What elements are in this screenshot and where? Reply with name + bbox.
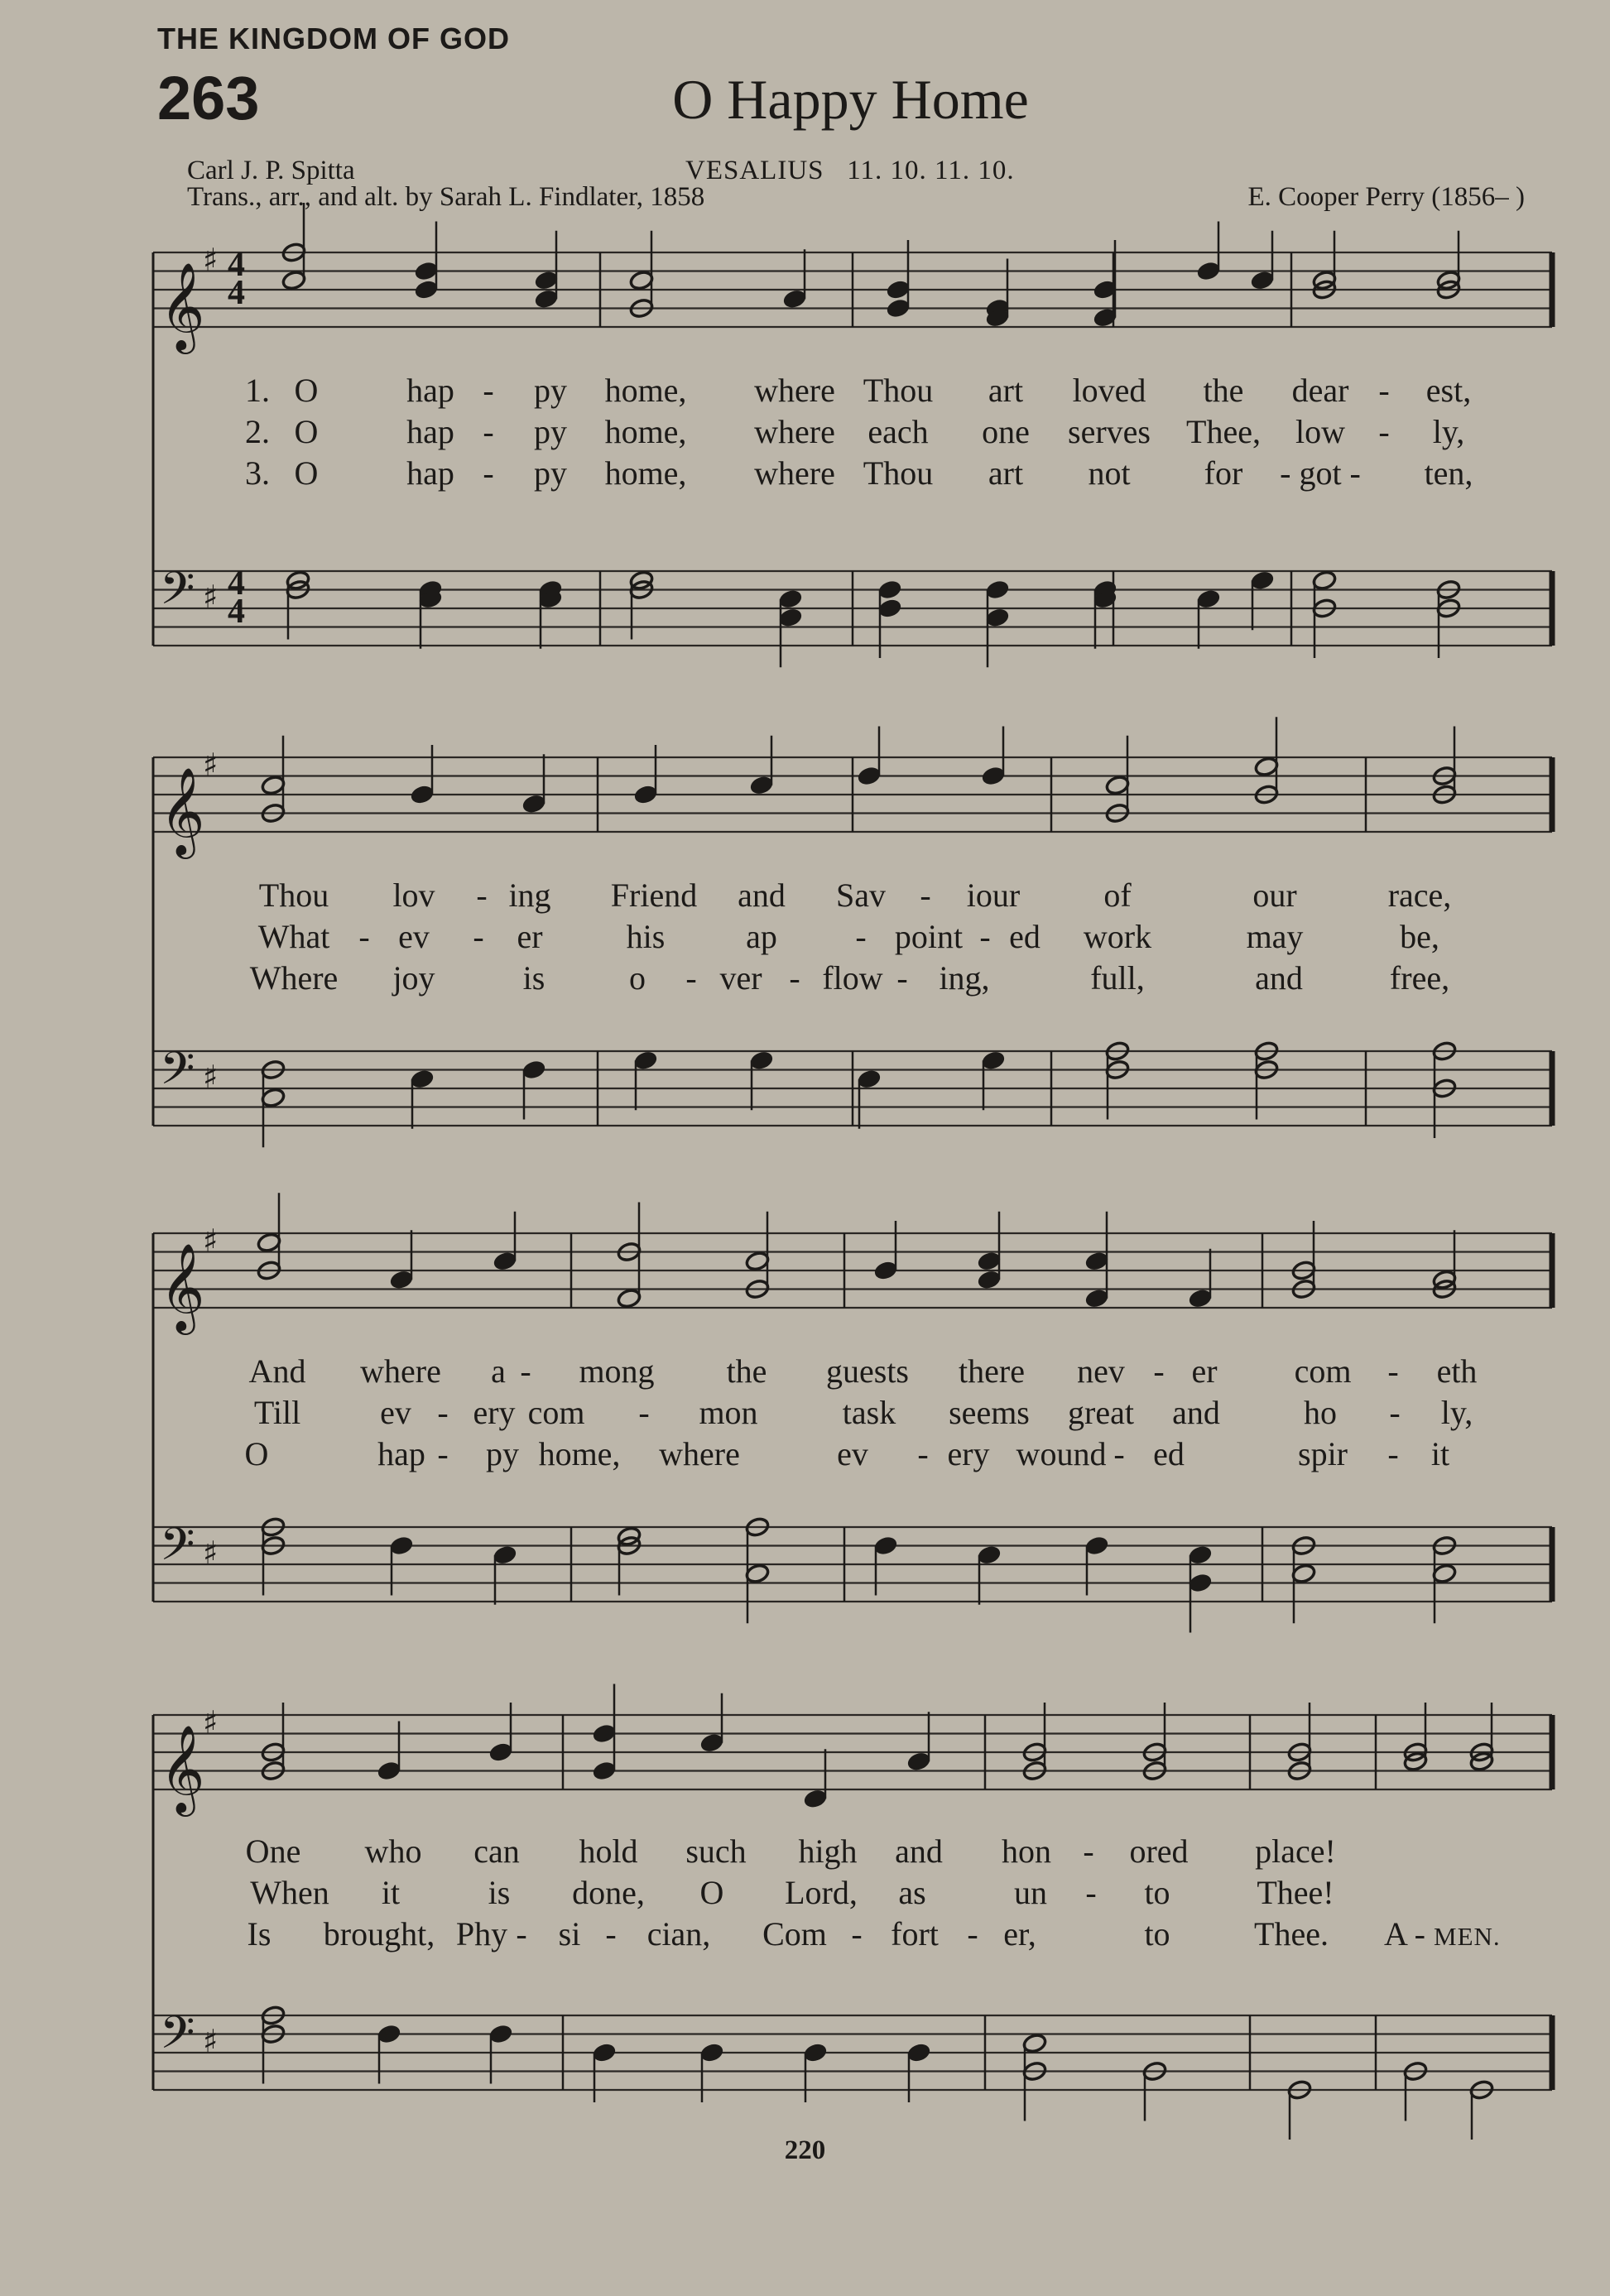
lyric-syllable: serves <box>1068 413 1151 450</box>
lyric-hyphen: - <box>605 1915 617 1953</box>
lyric-hyphen: - <box>789 959 800 997</box>
note-chord <box>1022 2033 1048 2121</box>
lyric-syllable: er, <box>1003 1915 1036 1953</box>
lyric-syllable: Thou <box>863 454 934 492</box>
lyric-hyphen: - <box>638 1394 650 1431</box>
lyric-syllable: and <box>1172 1394 1220 1431</box>
lyric-syllable: ho <box>1304 1394 1337 1431</box>
lyric-syllable: ev <box>837 1435 868 1472</box>
quarter-note-head <box>699 2042 725 2063</box>
treble-clef-icon: 𝄞 <box>160 1724 205 1813</box>
lyric-syllable: What <box>257 918 330 955</box>
lyric-syllable: Thee. <box>1254 1915 1329 1953</box>
lyric-syllable: O <box>699 1874 724 1911</box>
quarter-note-head <box>803 2042 829 2063</box>
lyric-syllable: full, <box>1090 959 1145 997</box>
lyric-hyphen: - <box>1387 1352 1399 1390</box>
lyric-syllable: ored <box>1129 1832 1189 1870</box>
half-note-head <box>1403 1751 1429 1772</box>
treble-clef-icon: 𝄞 <box>160 766 205 855</box>
lyric-syllable: done, <box>572 1874 645 1911</box>
lyric-syllable: may <box>1246 918 1304 955</box>
lyric-syllable: eth <box>1436 1352 1478 1390</box>
lyric-syllable: place! <box>1255 1832 1336 1870</box>
note-chord <box>906 1712 932 1772</box>
lyric-syllable: Is <box>247 1915 272 1953</box>
half-note-head <box>1469 1751 1495 1772</box>
lyric-syllable: and <box>895 1832 943 1870</box>
lyric-syllable: one <box>982 413 1030 450</box>
key-signature-sharp-icon: ♯ <box>203 579 219 615</box>
key-signature-sharp-icon: ♯ <box>203 747 219 783</box>
key-signature-sharp-icon: ♯ <box>203 2023 219 2059</box>
amen-small-caps: MEN. <box>1434 1922 1501 1951</box>
lyric-syllable: seems <box>949 1394 1030 1431</box>
lyric-syllable: art <box>988 372 1024 409</box>
lyric-syllable: ed <box>1153 1435 1185 1472</box>
lyric-hyphen: - <box>979 918 991 955</box>
lyric-syllable: ly, <box>1440 1394 1473 1431</box>
amen-word: A - <box>1384 1915 1425 1953</box>
quarter-note-head <box>803 1788 829 1809</box>
lyric-syllable: race, <box>1387 877 1452 914</box>
lyric-syllable: great <box>1068 1394 1134 1431</box>
bass-clef-icon: 𝄢 <box>160 1518 195 1582</box>
verse-number: 2. <box>245 413 270 450</box>
lyric-hyphen: - <box>920 877 931 914</box>
lyric-hyphen: - <box>1389 1394 1401 1431</box>
page-number: 220 <box>784 2135 826 2165</box>
quarter-note-head <box>377 2024 402 2045</box>
lyric-syllable: can <box>473 1832 520 1870</box>
lyric-syllable: work <box>1083 918 1152 955</box>
lyric-syllable: ery <box>947 1435 990 1472</box>
lyric-syllable: cian, <box>646 1915 711 1953</box>
lyric-syllable: his <box>626 918 666 955</box>
amen-label <box>1384 1914 1501 1953</box>
lyric-hyphen: - <box>437 1435 449 1472</box>
lyric-syllable: ten, <box>1424 454 1473 492</box>
lyric-syllable: ev <box>398 918 430 955</box>
lyric-hyphen: - <box>1378 413 1390 450</box>
quarter-note-head <box>592 2042 618 2063</box>
lyric-hyphen: - <box>437 1394 449 1431</box>
lyric-syllable: hon <box>1002 1832 1051 1870</box>
lyric-syllable: a <box>491 1352 506 1390</box>
quarter-note-head <box>592 1760 618 1782</box>
time-signature-bottom: 4 <box>228 593 245 631</box>
lyric-syllable: loved <box>1072 372 1146 409</box>
lyric-syllable: home, <box>604 454 687 492</box>
lyric-syllable: high <box>798 1832 858 1870</box>
lyric-syllable: free, <box>1389 959 1450 997</box>
lyric-syllable: be, <box>1400 918 1439 955</box>
note-chord <box>1469 1703 1495 1772</box>
key-signature-sharp-icon: ♯ <box>203 242 219 278</box>
lyric-syllable: Till <box>253 1394 301 1431</box>
lyric-syllable: home, <box>604 372 687 409</box>
lyric-syllable: where <box>754 413 835 450</box>
author-credit: Carl J. P. Spitta <box>187 156 355 185</box>
lyric-hyphen: - <box>483 372 494 409</box>
verse-number: 3. <box>245 454 270 492</box>
lyric-syllable: home, <box>538 1435 621 1472</box>
quarter-note-head <box>699 1732 725 1754</box>
key-signature-sharp-icon: ♯ <box>203 1704 219 1741</box>
lyric-syllable: O <box>294 454 319 492</box>
lyric-syllable: hap <box>406 454 454 492</box>
bass-staff <box>153 2006 1552 2090</box>
lyric-syllable: Com <box>762 1915 827 1953</box>
lyric-syllable: the <box>726 1352 767 1390</box>
time-signature-bottom: 4 <box>228 274 245 312</box>
lyric-syllable: si <box>558 1915 581 1953</box>
lyric-syllable: and <box>1255 959 1303 997</box>
meter: 11. 10. 11. 10. <box>847 156 1015 185</box>
lyric-syllable: Thou <box>863 372 934 409</box>
lyric-syllable: task <box>842 1394 896 1431</box>
lyric-syllable: ly, <box>1432 413 1465 450</box>
quarter-note-head <box>377 1760 402 1782</box>
lyric-syllable: hap <box>406 372 454 409</box>
lyric-syllable: mong <box>579 1352 655 1390</box>
lyric-syllable: where <box>360 1352 441 1390</box>
lyric-hyphen: - <box>1378 372 1390 409</box>
quarter-note-head <box>906 1751 932 1772</box>
lyric-syllable: One <box>245 1832 301 1870</box>
lyric-hyphen: - <box>483 413 494 450</box>
verse-number: 1. <box>245 372 270 409</box>
quarter-note-head <box>592 1723 618 1745</box>
lyric-syllable: py <box>534 372 567 409</box>
hymn-title: O Happy Home <box>672 68 1029 131</box>
lyric-syllable: est, <box>1425 372 1472 409</box>
lyric-hyphen: - <box>967 1915 978 1953</box>
lyric-syllable: point <box>894 918 964 955</box>
lyric-syllable: is <box>488 1874 511 1911</box>
lyric-syllable: who <box>364 1832 422 1870</box>
lyric-syllable: Where <box>249 959 339 997</box>
key-signature-sharp-icon: ♯ <box>203 1222 219 1259</box>
note-chord <box>1287 2079 1313 2140</box>
half-note-head <box>1022 2033 1048 2054</box>
lyric-hyphen: - <box>1153 1352 1165 1390</box>
lyric-syllable: Thou <box>258 877 329 914</box>
lyric-syllable: flow <box>822 959 883 997</box>
lyric-hyphen: - <box>476 877 488 914</box>
lyric-syllable: hap <box>377 1435 425 1472</box>
translator-credit: Trans., arr., and alt. by Sarah L. Findlater, 1858 <box>187 182 705 212</box>
lyric-syllable: mon <box>699 1394 758 1431</box>
lyric-syllable: not <box>1088 454 1131 492</box>
lyric-syllable: ap <box>746 918 777 955</box>
bass-clef-icon: 𝄢 <box>160 2006 195 2070</box>
composer-credit: E. Cooper Perry (1856– ) <box>1247 182 1525 212</box>
lyric-syllable: home, <box>604 413 687 450</box>
lyric-syllable: art <box>988 454 1024 492</box>
lyric-syllable: Phy <box>455 1915 508 1953</box>
lyric-syllable: to <box>1144 1874 1170 1911</box>
lyric-syllable: hold <box>579 1832 638 1870</box>
lyric-syllable: for <box>1204 454 1243 492</box>
lyric-syllable: iour <box>966 877 1021 914</box>
lyric-syllable: joy <box>392 959 435 997</box>
lyric-syllable: such <box>685 1832 747 1870</box>
lyric-syllable: hap <box>406 413 454 450</box>
lyric-syllable: un <box>1014 1874 1047 1911</box>
lyric-syllable: where <box>754 372 835 409</box>
key-signature-sharp-icon: ♯ <box>203 1535 219 1571</box>
bass-clef-icon: 𝄢 <box>160 562 195 626</box>
quarter-note-head <box>488 2024 514 2045</box>
lyric-syllable: fort <box>891 1915 939 1953</box>
lyric-syllable: ing, <box>939 959 990 997</box>
lyric-syllable: lov <box>392 877 435 914</box>
lyric-syllable: of <box>1103 877 1132 914</box>
lyric-syllable: ery <box>473 1394 516 1431</box>
lyric-syllable: as <box>898 1874 926 1911</box>
lyric-hyphen: - <box>851 1915 863 1953</box>
lyric-syllable: er <box>1191 1352 1218 1390</box>
lyric-syllable: ing <box>508 877 551 914</box>
note-chord <box>1469 2079 1495 2140</box>
lyric-syllable: And <box>248 1352 306 1390</box>
lyric-hyphen: - <box>896 959 908 997</box>
quarter-note-head <box>906 2042 932 2063</box>
lyric-syllable: each <box>867 413 929 450</box>
lyric-syllable: low <box>1295 413 1345 450</box>
lyric-syllable: spir <box>1298 1435 1348 1472</box>
lyric-syllable: Sav <box>836 877 886 914</box>
lyric-hyphen: - <box>1387 1435 1399 1472</box>
lyric-syllable: to <box>1144 1915 1170 1953</box>
lyric-syllable: our <box>1252 877 1297 914</box>
lyric-syllable: O <box>294 372 319 409</box>
lyric-syllable: it <box>381 1874 401 1911</box>
lyric-hyphen: - <box>483 454 494 492</box>
treble-clef-icon: 𝄞 <box>160 262 205 350</box>
treble-clef-icon: 𝄞 <box>160 1242 205 1331</box>
lyric-hyphen: - <box>520 1352 531 1390</box>
lyric-syllable: it <box>1430 1435 1450 1472</box>
lyric-syllable: the <box>1203 372 1244 409</box>
hymn-number: 263 <box>157 64 260 132</box>
lyric-hyphen: - <box>917 1435 929 1472</box>
lyric-syllable: there <box>959 1352 1025 1390</box>
bass-clef-icon: 𝄢 <box>160 1042 195 1106</box>
lyric-syllable: o <box>629 959 646 997</box>
lyric-syllable: Thee! <box>1257 1874 1334 1911</box>
quarter-note-head <box>488 1741 514 1763</box>
lyric-syllable: dear <box>1291 372 1349 409</box>
treble-staff <box>153 1704 1552 1817</box>
lyric-hyphen: - <box>358 918 370 955</box>
lyric-syllable: com <box>527 1394 585 1431</box>
lyric-syllable: Lord, <box>785 1874 858 1911</box>
lyric-syllable: com <box>1294 1352 1352 1390</box>
lyric-syllable: - got - <box>1280 454 1361 492</box>
lyric-syllable: is <box>522 959 545 997</box>
lyric-syllable: guests <box>826 1352 909 1390</box>
lyric-syllable: py <box>486 1435 519 1472</box>
lyric-syllable: ev <box>380 1394 411 1431</box>
lyric-hyphen: - <box>1085 1874 1097 1911</box>
tune-name: VESALIUS <box>685 156 824 185</box>
lyric-syllable: and <box>738 877 786 914</box>
lyric-hyphen: - <box>1113 1435 1125 1472</box>
lyric-syllable: Friend <box>610 877 698 914</box>
lyric-syllable: where <box>659 1435 740 1472</box>
lyric-syllable: wound <box>1016 1435 1107 1472</box>
lyric-syllable: er <box>517 918 543 955</box>
time-signature-top: 4 <box>228 246 245 284</box>
lyric-hyphen: - <box>516 1915 527 1953</box>
note-chord <box>592 1684 618 1782</box>
lyric-hyphen: - <box>473 918 484 955</box>
section-title: THE KINGDOM OF GOD <box>157 22 510 55</box>
key-signature-sharp-icon: ♯ <box>203 1059 219 1095</box>
lyric-syllable: py <box>534 413 567 450</box>
lyric-syllable: brought, <box>323 1915 435 1953</box>
lyric-hyphen: - <box>1083 1832 1094 1870</box>
lyric-hyphen: - <box>855 918 867 955</box>
lyric-hyphen: - <box>685 959 697 997</box>
lyric-syllable: nev <box>1077 1352 1125 1390</box>
lyric-syllable: When <box>250 1874 329 1911</box>
lyric-syllable: ver <box>719 959 762 997</box>
lyric-syllable: Thee, <box>1186 413 1261 450</box>
note-chord <box>699 1693 725 1754</box>
lyric-syllable: O <box>294 413 319 450</box>
lyric-syllable: ed <box>1009 918 1040 955</box>
time-signature-top: 4 <box>228 564 245 603</box>
lyric-syllable: where <box>754 454 835 492</box>
note-chord <box>1403 1703 1429 1772</box>
lyric-syllable: O <box>244 1435 269 1472</box>
lyric-syllable: py <box>534 454 567 492</box>
note-chord <box>803 1749 829 1809</box>
